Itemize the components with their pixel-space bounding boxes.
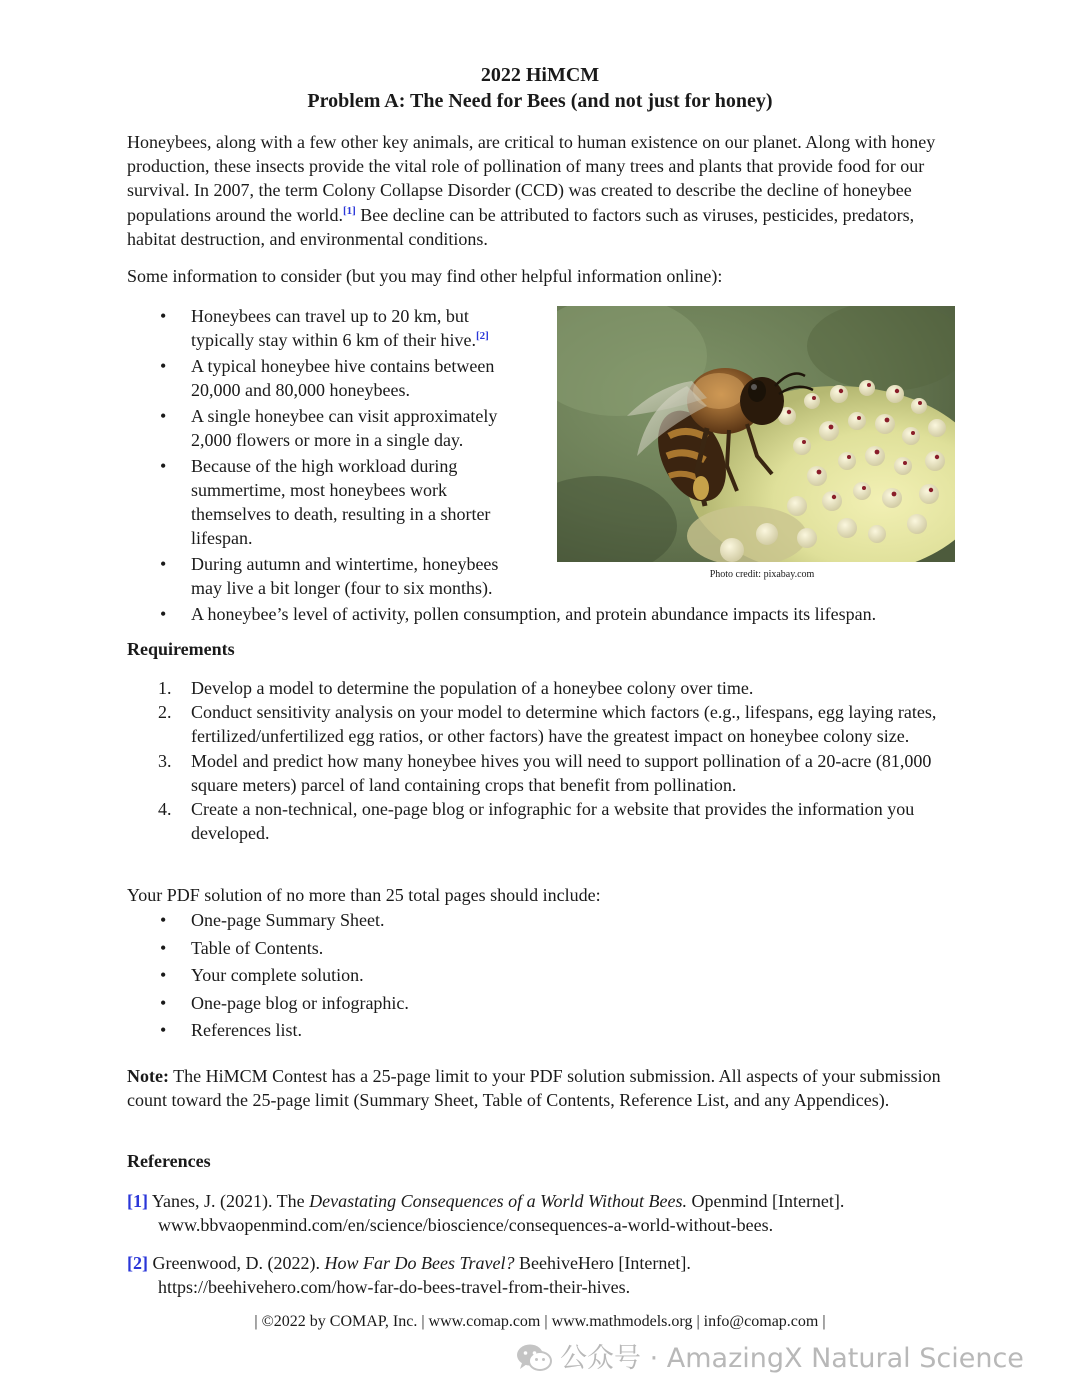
page-footer: | ©2022 by COMAP, Inc. | www.comap.com | www.mathmodels.org | info@comap.com | [254,1313,826,1330]
bullet-icon: • [160,554,167,575]
problem-title: Problem A: The Need for Bees (and not just for honey) [307,90,773,112]
bee-photo [557,306,955,562]
fact-text: A honeybee’s level of activity, pollen consumption, and protein abundance impacts its lifespan. [191,603,877,624]
watermark [516,1336,1056,1376]
fact-text: Honeybees can travel up to 20 km, but typically stay within 6 km of their hive. [191,306,476,351]
list-item [158,354,528,402]
bullet-icon: • [160,965,167,986]
intro-text-2: Bee decline can be attributed to factors such as viruses, pesticides, predators, habitat destruction, and environmental conditions. [127,204,915,249]
bullet-icon: • [160,992,167,1013]
item-number: 1. [158,678,172,698]
requirement-text: Conduct sensitivity analysis on your model to determine which factors (e.g., lifespans, egg laying rates, fertilized/unfertilized egg ratios, or other factors) have the greatest impact on honeybee colony size. [191,702,937,747]
list-item [158,676,958,700]
solution-item-text: Table of Contents. [191,937,324,958]
item-number: 3. [158,750,172,771]
reference-item [127,1189,957,1237]
note-label: Note: [127,1066,169,1086]
bullet-icon: • [160,910,167,930]
solution-item-text: Your complete solution. [191,965,364,986]
requirements-list [158,676,958,845]
note-paragraph [127,1064,957,1112]
list-item [158,602,991,626]
references-heading: References [127,1151,211,1171]
list-item [158,552,528,600]
citation-link-1[interactable]: [1] [342,204,356,217]
bullet-icon: • [160,455,167,476]
list-item [158,404,528,452]
solution-list [158,907,658,1045]
item-number: 2. [158,702,172,723]
fact-text: A single honeybee can visit approximately 2,000 flowers or more in a single day. [191,405,498,451]
list-item [158,1017,658,1045]
citation-link-2[interactable]: [2] [475,330,489,343]
consider-paragraph: Some information to consider (but you may find other helpful information online): [127,266,723,286]
bullet-icon: • [160,355,167,376]
bullet-icon: • [160,1020,167,1041]
requirement-text: Create a non-technical, one-page blog or infographic for a website that provides the information you developed. [191,799,915,844]
solution-item-text: One-page blog or infographic. [191,992,409,1013]
bee-on-flower-image [557,306,955,562]
list-item [158,304,528,352]
watermark-text: 公众号 · AmazingX Natural Science [560,1343,1024,1374]
list-item [158,700,958,748]
solution-item-text: One-page Summary Sheet. [191,910,385,930]
requirement-text: Model and predict how many honeybee hives you will need to support pollination of a 20-acre (81,000 square meters) parcel of land containing crops that benefit from pollination. [191,750,932,795]
reference-url[interactable]: https://beehivehero.com/how-far-do-bees-travel-from-their-hives. [158,1277,631,1298]
reference-source: Openmind [Internet]. [686,1191,845,1211]
note-text: The HiMCM Contest has a 25-page limit to your PDF solution submission. All aspects of your submission count toward the 25-page limit (Summary Sheet, Table of Contents, Reference List, and any Appendices). [127,1066,941,1111]
item-number: 4. [158,799,172,820]
requirement-text: Develop a model to determine the population of a honeybee colony over time. [191,678,754,698]
reference-item [127,1251,957,1299]
fact-text: Because of the high workload during summertime, most honeybees work themselves to death, resulting in a shorter lifespan. [191,455,491,549]
list-item [158,990,658,1018]
reference-number[interactable]: [2] [127,1253,148,1273]
reference-url[interactable]: www.bbvaopenmind.com/en/science/bioscience/consequences-a-world-without-bees. [158,1215,774,1236]
bullet-icon: • [160,937,167,958]
reference-authors: Greenwood, D. (2022). [148,1253,325,1273]
bullet-icon: • [160,405,167,426]
list-item [158,749,958,797]
list-item [158,797,958,845]
solution-item-text: References list. [191,1020,302,1041]
list-item [158,935,658,963]
wechat-icon [516,1343,552,1380]
reference-title: Devastating Consequences of a World Without Bees. [309,1191,687,1211]
reference-authors: Yanes, J. (2021). The [148,1191,310,1211]
bullet-icon: • [160,603,167,624]
requirements-heading: Requirements [127,639,235,659]
fact-text: A typical honeybee hive contains between 20,000 and 80,000 honeybees. [191,355,495,401]
photo-credit: Photo credit: pixabay.com [709,569,815,580]
list-item [158,962,658,990]
reference-source: BeehiveHero [Internet]. [514,1253,691,1273]
reference-title: How Far Do Bees Travel? [324,1253,515,1273]
reference-number[interactable]: [1] [127,1191,148,1211]
intro-paragraph [127,130,957,251]
solution-intro: Your PDF solution of no more than 25 total pages should include: [127,885,601,905]
bullet-icon: • [160,306,167,326]
fact-text: During autumn and wintertime, honeybees may live a bit longer (four to six months). [191,554,499,599]
list-item [158,454,528,551]
list-item [158,907,658,935]
intro-text-1: Honeybees, along with a few other key animals, are critical to human existence on our planet. Along with honey production, these insects provide the vital role of pollination of many trees and plants that provide food for our survival. In 2007, the term Colony Collapse Disorder (CCD) was created to describe the decline of honeybee populations around the world. [127,132,936,225]
document-title: 2022 HiMCM [480,64,600,86]
